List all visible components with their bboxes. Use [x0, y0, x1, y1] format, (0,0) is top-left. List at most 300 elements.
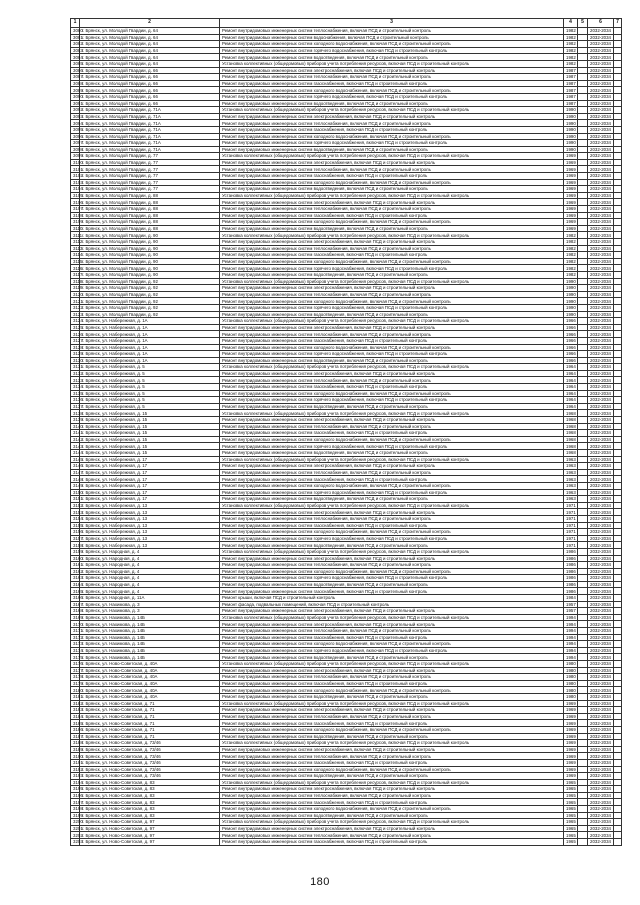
row-number-cell: 3123 [71, 311, 80, 318]
repair-period-cell: 2032-2034 [588, 746, 614, 753]
col-5-cell [578, 291, 588, 298]
address-cell: г. Брянск, ул. Набережная, д. 15 [80, 423, 220, 430]
repair-period-cell: 2032-2034 [588, 443, 614, 450]
address-cell: г. Брянск, ул. Набережная, д. 5 [80, 370, 220, 377]
work-type-cell: Установка коллективных (общедомовых) приборов учета потребления ресурсов, включая ПСД и строительный контроль [220, 232, 564, 239]
table-row [71, 403, 622, 410]
address-cell: г. Брянск, ул. Набережная, д. 17 [80, 463, 220, 470]
table-row [71, 562, 622, 569]
year-built-cell: 1990 [564, 278, 578, 285]
work-type-cell: Ремонт внутридомовых инженерных систем холодного водоснабжения, включая ПСД и строительный контроль [220, 133, 564, 140]
table-row [71, 54, 622, 61]
col-5-cell [578, 93, 588, 100]
row-number-cell: 3188 [71, 740, 80, 747]
table-row [71, 515, 622, 522]
col-7-cell [614, 206, 622, 213]
table-row [71, 647, 622, 654]
address-cell: г. Брянск, ул. Молодой Гвардии, д. 88 [80, 212, 220, 219]
address-cell: г. Брянск, ул. Набережная, д. 13 [80, 522, 220, 529]
col-7-cell [614, 126, 622, 133]
address-cell: г. Брянск, ул. Молодой Гвардии, д. 77 [80, 159, 220, 166]
work-type-cell: Ремонт внутридомовых инженерных систем холодного водоснабжения, включая ПСД и строительный контроль [220, 641, 564, 648]
address-cell: г. Брянск, ул. Молодой Гвардии, д. 64 [80, 60, 220, 67]
repair-period-cell: 2032-2034 [588, 252, 614, 259]
row-number-cell: 3172 [71, 634, 80, 641]
table-row [71, 344, 622, 351]
col-5-cell [578, 311, 588, 318]
row-number-cell: 3179 [71, 680, 80, 687]
row-number-cell: 3099 [71, 153, 80, 160]
col-5-cell [578, 74, 588, 81]
address-cell: г. Брянск, ул. Молодой Гвардии, д. 90 [80, 232, 220, 239]
repair-period-cell: 2032-2034 [588, 555, 614, 562]
col-7-cell [614, 779, 622, 786]
work-type-cell: Ремонт внутридомовых инженерных систем теплоснабжения, включая ПСД и строительный контроль [220, 166, 564, 173]
col-5-cell [578, 581, 588, 588]
work-type-cell: Ремонт внутридомовых инженерных систем теплоснабжения, включая ПСД и строительный контроль [220, 792, 564, 799]
address-cell: г. Брянск, ул. Набережная, д. 1А [80, 337, 220, 344]
table-row [71, 680, 622, 687]
col-7-cell [614, 278, 622, 285]
col-5-cell [578, 773, 588, 780]
repair-period-cell: 2032-2034 [588, 693, 614, 700]
table-header-row [71, 19, 622, 28]
row-number-cell: 3146 [71, 463, 80, 470]
work-type-cell: Ремонт внутридомовых инженерных систем электроснабжения, включая ПСД и строительный контроль [220, 825, 564, 832]
address-cell: г. Брянск, ул. Молодой Гвардии, д. 71А [80, 126, 220, 133]
table-row [71, 740, 622, 747]
year-built-cell: 1966 [564, 324, 578, 331]
col-7-cell [614, 159, 622, 166]
work-type-cell: Ремонт внутридомовых инженерных систем горячего водоснабжения, включая ПСД и строительный контроль [220, 304, 564, 311]
year-built-cell: 1987 [564, 80, 578, 87]
row-number-cell: 3114 [71, 252, 80, 259]
year-built-cell: 1969 [564, 773, 578, 780]
year-built-cell: 1994 [564, 614, 578, 621]
row-number-cell: 3084 [71, 54, 80, 61]
row-number-cell: 3152 [71, 502, 80, 509]
col-7-cell [614, 100, 622, 107]
table-row [71, 364, 622, 371]
table-row [71, 641, 622, 648]
row-number-cell: 3189 [71, 746, 80, 753]
col-7-cell [614, 54, 622, 61]
row-number-cell: 3134 [71, 384, 80, 391]
table-row [71, 568, 622, 575]
col-5-cell [578, 133, 588, 140]
row-number-cell: 3165 [71, 588, 80, 595]
table-row [71, 60, 622, 67]
col-7-cell [614, 608, 622, 615]
col-7-cell [614, 67, 622, 74]
table-row [71, 746, 622, 753]
repair-period-cell: 2032-2034 [588, 581, 614, 588]
address-cell: г. Брянск, ул. Ново-Советская, д. 71 [80, 726, 220, 733]
address-cell: г. Брянск, ул. Ново-Советская, д. 83 [80, 792, 220, 799]
address-cell: г. Брянск, ул. Ново-Советская, д. 40А [80, 693, 220, 700]
capital-repair-table [70, 18, 622, 846]
year-built-cell: 1963 [564, 496, 578, 503]
col-5-cell [578, 390, 588, 397]
work-type-cell: Ремонт внутридомовых инженерных систем горячего водоснабжения, включая ПСД и строительный контроль [220, 140, 564, 147]
address-cell: г. Брянск, ул. Набережная, д. 13 [80, 509, 220, 516]
table-row [71, 799, 622, 806]
table-row [71, 430, 622, 437]
col-7-cell [614, 568, 622, 575]
col-7-cell [614, 450, 622, 457]
work-type-cell: Установка коллективных (общедомовых) приборов учета потребления ресурсов, включая ПСД и строительный контроль [220, 364, 564, 371]
row-number-cell: 3096 [71, 133, 80, 140]
col-7-cell [614, 562, 622, 569]
col-7-cell [614, 166, 622, 173]
repair-period-cell: 2032-2034 [588, 687, 614, 694]
col-7-cell [614, 271, 622, 278]
repair-period-cell: 2032-2034 [588, 41, 614, 48]
year-built-cell: 1966 [564, 318, 578, 325]
row-number-cell: 3190 [71, 753, 80, 760]
work-type-cell: Ремонт внутридомовых инженерных систем водоотведения, включая ПСД и строительный контроль [220, 311, 564, 318]
year-built-cell: 1982 [564, 252, 578, 259]
year-built-cell: 1969 [564, 219, 578, 226]
repair-period-cell: 2032-2034 [588, 489, 614, 496]
row-number-cell: 3121 [71, 298, 80, 305]
address-cell: г. Брянск, ул. Молодой Гвардии, д. 92 [80, 311, 220, 318]
col-7-cell [614, 423, 622, 430]
col-5-cell [578, 647, 588, 654]
table-row [71, 100, 622, 107]
work-type-cell: Ремонт внутридомовых инженерных систем холодного водоснабжения, включая ПСД и строительный контроль [220, 726, 564, 733]
address-cell: г. Брянск, ул. Набережная, д. 13 [80, 535, 220, 542]
work-type-cell: Ремонт внутридомовых инженерных систем водоотведения, включая ПСД и строительный контроль [220, 733, 564, 740]
table-row [71, 555, 622, 562]
col-7-cell [614, 245, 622, 252]
address-cell: г. Брянск, ул. Набережная, д. 5 [80, 390, 220, 397]
table-row [71, 753, 622, 760]
repair-period-cell: 2032-2034 [588, 713, 614, 720]
year-built-cell: 1969 [564, 199, 578, 206]
table-row [71, 726, 622, 733]
repair-period-cell: 2032-2034 [588, 364, 614, 371]
address-cell: г. Брянск, ул. Набережная, д. 15 [80, 450, 220, 457]
col-5-cell [578, 825, 588, 832]
repair-period-cell: 2032-2034 [588, 291, 614, 298]
address-cell: г. Брянск, ул. Нахимова, д. 14Б [80, 647, 220, 654]
col-7-cell [614, 351, 622, 358]
work-type-cell: Ремонт внутридомовых инженерных систем горячего водоснабжения, включая ПСД и строительный контроль [220, 647, 564, 654]
table-row [71, 693, 622, 700]
col-7-cell [614, 720, 622, 727]
col-5-cell [578, 509, 588, 516]
year-built-cell: 1963 [564, 482, 578, 489]
work-type-cell: Ремонт внутридомовых инженерных систем электроснабжения, включая ПСД и строительный контроль [220, 608, 564, 615]
address-cell: г. Брянск, ул. Народная, д. 4 [80, 548, 220, 555]
col-5-cell [578, 476, 588, 483]
row-number-cell: 3104 [71, 186, 80, 193]
repair-period-cell: 2032-2034 [588, 423, 614, 430]
row-number-cell: 3131 [71, 364, 80, 371]
year-built-cell: 1969 [564, 766, 578, 773]
address-cell: г. Брянск, ул. Народная, д. 4 [80, 581, 220, 588]
col-7-cell [614, 344, 622, 351]
year-built-cell: 1968 [564, 410, 578, 417]
col-5-cell [578, 548, 588, 555]
year-built-cell: 1964 [564, 403, 578, 410]
year-built-cell: 1969 [564, 206, 578, 213]
repair-period-cell: 2032-2034 [588, 700, 614, 707]
col-7-cell [614, 364, 622, 371]
col-5-cell [578, 568, 588, 575]
row-number-cell: 3158 [71, 542, 80, 549]
repair-period-cell: 2032-2034 [588, 456, 614, 463]
col-5-cell [578, 674, 588, 681]
year-built-cell: 1957 [564, 601, 578, 608]
repair-period-cell: 2032-2034 [588, 832, 614, 839]
repair-period-cell: 2032-2034 [588, 403, 614, 410]
table-row [71, 311, 622, 318]
col-5-cell [578, 766, 588, 773]
col-5-cell [578, 364, 588, 371]
address-cell: г. Брянск, ул. Набережная, д. 15 [80, 443, 220, 450]
row-number-cell: 3151 [71, 496, 80, 503]
year-built-cell: 1971 [564, 509, 578, 516]
col-7-cell [614, 759, 622, 766]
col-7-cell [614, 403, 622, 410]
year-built-cell: 1966 [564, 357, 578, 364]
column-header-5: 5 [578, 19, 588, 28]
row-number-cell: 3167 [71, 601, 80, 608]
col-5-cell [578, 707, 588, 714]
row-number-cell: 3197 [71, 799, 80, 806]
address-cell: г. Брянск, ул. Молодой Гвардии, д. 90 [80, 239, 220, 246]
column-header-7: 7 [614, 19, 622, 28]
address-cell: г. Брянск, ул. Набережная, д. 15 [80, 410, 220, 417]
col-7-cell [614, 34, 622, 41]
work-type-cell: Ремонт внутридомовых инженерных систем теплоснабжения, включая ПСД и строительный контроль [220, 245, 564, 252]
year-built-cell: 1986 [564, 581, 578, 588]
year-built-cell: 1968 [564, 423, 578, 430]
work-type-cell: Ремонт внутридомовых инженерных систем газоснабжения, включая ПСД и строительный контроль [220, 720, 564, 727]
row-number-cell: 3119 [71, 285, 80, 292]
col-5-cell [578, 588, 588, 595]
repair-period-cell: 2032-2034 [588, 80, 614, 87]
year-built-cell: 1986 [564, 588, 578, 595]
table-row [71, 588, 622, 595]
table-row [71, 252, 622, 259]
year-built-cell: 1994 [564, 654, 578, 661]
repair-period-cell: 2032-2034 [588, 601, 614, 608]
col-5-cell [578, 120, 588, 127]
col-5-cell [578, 54, 588, 61]
col-5-cell [578, 634, 588, 641]
col-7-cell [614, 252, 622, 259]
year-built-cell: 1990 [564, 133, 578, 140]
col-7-cell [614, 509, 622, 516]
address-cell: г. Брянск, ул. Набережная, д. 15 [80, 436, 220, 443]
col-5-cell [578, 113, 588, 120]
repair-period-cell: 2032-2034 [588, 120, 614, 127]
table-row [71, 443, 622, 450]
table-row [71, 278, 622, 285]
col-5-cell [578, 601, 588, 608]
repair-period-cell: 2032-2034 [588, 186, 614, 193]
year-built-cell: 1965 [564, 806, 578, 813]
repair-period-cell: 2032-2034 [588, 258, 614, 265]
work-type-cell: Ремонт внутридомовых инженерных систем холодного водоснабжения, включая ПСД и строительный контроль [220, 87, 564, 94]
col-7-cell [614, 548, 622, 555]
year-built-cell: 1987 [564, 87, 578, 94]
address-cell: г. Брянск, ул. Набережная, д. 17 [80, 476, 220, 483]
repair-period-cell: 2032-2034 [588, 608, 614, 615]
row-number-cell: 3147 [71, 469, 80, 476]
col-5-cell [578, 337, 588, 344]
work-type-cell: Ремонт внутридомовых инженерных систем водоотведения, включая ПСД и строительный контроль [220, 581, 564, 588]
work-type-cell: Установка коллективных (общедомовых) приборов учета потребления ресурсов, включая ПСД и строительный контроль [220, 60, 564, 67]
col-5-cell [578, 351, 588, 358]
year-built-cell: 1966 [564, 344, 578, 351]
col-5-cell [578, 318, 588, 325]
address-cell: г. Брянск, ул. Ново-Советская, д. 83 [80, 786, 220, 793]
address-cell: г. Брянск, ул. Народная, д. 4 [80, 588, 220, 595]
col-5-cell [578, 469, 588, 476]
table-row [71, 496, 622, 503]
row-number-cell: 3108 [71, 212, 80, 219]
table-row [71, 126, 622, 133]
col-5-cell [578, 331, 588, 338]
row-number-cell: 3185 [71, 720, 80, 727]
repair-period-cell: 2032-2034 [588, 522, 614, 529]
col-5-cell [578, 146, 588, 153]
table-row [71, 41, 622, 48]
repair-period-cell: 2032-2034 [588, 825, 614, 832]
year-built-cell: 1982 [564, 54, 578, 61]
table-row [71, 199, 622, 206]
col-5-cell [578, 693, 588, 700]
col-5-cell [578, 740, 588, 747]
table-row [71, 779, 622, 786]
repair-period-cell: 2032-2034 [588, 219, 614, 226]
col-5-cell [578, 80, 588, 87]
row-number-cell: 3132 [71, 370, 80, 377]
address-cell: г. Брянск, ул. Молодой Гвардии, д. 77 [80, 153, 220, 160]
col-7-cell [614, 661, 622, 668]
table-row [71, 766, 622, 773]
col-5-cell [578, 839, 588, 846]
col-7-cell [614, 146, 622, 153]
row-number-cell: 3086 [71, 67, 80, 74]
year-built-cell: 1990 [564, 291, 578, 298]
table-row [71, 192, 622, 199]
year-built-cell: 1990 [564, 298, 578, 305]
col-5-cell [578, 357, 588, 364]
col-5-cell [578, 410, 588, 417]
work-type-cell: Ремонт внутридомовых инженерных систем теплоснабжения, включая ПСД и строительный контроль [220, 423, 564, 430]
year-built-cell: 1964 [564, 384, 578, 391]
year-built-cell: 1980 [564, 687, 578, 694]
work-type-cell: Ремонт внутридомовых инженерных систем электроснабжения, включая ПСД и строительный контроль [220, 159, 564, 166]
year-built-cell: 1969 [564, 153, 578, 160]
year-built-cell: 1971 [564, 522, 578, 529]
repair-period-cell: 2032-2034 [588, 318, 614, 325]
table-row [71, 212, 622, 219]
table-row [71, 232, 622, 239]
row-number-cell: 3082 [71, 41, 80, 48]
row-number-cell: 3083 [71, 47, 80, 54]
year-built-cell: 1966 [564, 337, 578, 344]
table-row [71, 614, 622, 621]
repair-period-cell: 2032-2034 [588, 351, 614, 358]
address-cell: г. Брянск, ул. Молодой Гвардии, д. 71А [80, 120, 220, 127]
table-row [71, 687, 622, 694]
repair-period-cell: 2032-2034 [588, 357, 614, 364]
work-type-cell: Ремонт внутридомовых инженерных систем холодного водоснабжения, включая ПСД и строительный контроль [220, 258, 564, 265]
repair-period-cell: 2032-2034 [588, 634, 614, 641]
work-type-cell: Установка коллективных (общедомовых) приборов учета потребления ресурсов, включая ПСД и строительный контроль [220, 661, 564, 668]
table-row [71, 74, 622, 81]
page-number: 180 [310, 876, 330, 888]
table-row [71, 186, 622, 193]
year-built-cell: 1969 [564, 759, 578, 766]
col-5-cell [578, 786, 588, 793]
work-type-cell: Ремонт внутридомовых инженерных систем водоснабжения, включая ПСД и строительный контроль [220, 34, 564, 41]
row-number-cell: 3178 [71, 674, 80, 681]
col-7-cell [614, 107, 622, 114]
repair-period-cell: 2032-2034 [588, 839, 614, 846]
table-row [71, 206, 622, 213]
address-cell: г. Брянск, ул. Молодой Гвардии, д. 90 [80, 271, 220, 278]
work-type-cell: Ремонт внутридомовых инженерных систем водоотведения, включая ПСД и строительный контроль [220, 54, 564, 61]
col-5-cell [578, 641, 588, 648]
col-7-cell [614, 417, 622, 424]
table-row [71, 87, 622, 94]
work-type-cell: Установка коллективных (общедомовых) приборов учета потребления ресурсов, включая ПСД и строительный контроль [220, 318, 564, 325]
row-number-cell: 3196 [71, 792, 80, 799]
address-cell: г. Брянск, ул. Молодой Гвардии, д. 77 [80, 179, 220, 186]
repair-period-cell: 2032-2034 [588, 661, 614, 668]
address-cell: г. Брянск, ул. Ново-Советская, д. 83 [80, 799, 220, 806]
col-7-cell [614, 265, 622, 272]
address-cell: г. Брянск, ул. Молодой Гвардии, д. 71А [80, 133, 220, 140]
col-7-cell [614, 60, 622, 67]
col-5-cell [578, 489, 588, 496]
repair-period-cell: 2032-2034 [588, 390, 614, 397]
work-type-cell: Установка коллективных (общедомовых) приборов учета потребления ресурсов, включая ПСД и строительный контроль [220, 614, 564, 621]
table-row [71, 140, 622, 147]
repair-period-cell: 2032-2034 [588, 74, 614, 81]
repair-period-cell: 2032-2034 [588, 87, 614, 94]
year-built-cell: 1971 [564, 502, 578, 509]
col-7-cell [614, 746, 622, 753]
col-7-cell [614, 766, 622, 773]
work-type-cell: Ремонт внутридомовых инженерных систем газоснабжения, включая ПСД и строительный контроль [220, 588, 564, 595]
repair-period-cell: 2032-2034 [588, 430, 614, 437]
col-7-cell [614, 443, 622, 450]
address-cell: г. Брянск, ул. Набережная, д. 1А [80, 344, 220, 351]
col-5-cell [578, 34, 588, 41]
col-5-cell [578, 377, 588, 384]
year-built-cell: 1969 [564, 159, 578, 166]
col-7-cell [614, 806, 622, 813]
repair-period-cell: 2032-2034 [588, 239, 614, 246]
work-type-cell: Ремонт внутридомовых инженерных систем холодного водоснабжения, включая ПСД и строительный контроль [220, 529, 564, 536]
table-row [71, 654, 622, 661]
col-7-cell [614, 700, 622, 707]
table-row [71, 337, 622, 344]
work-type-cell: Ремонт внутридомовых инженерных систем холодного водоснабжения, включая ПСД и строительный контроль [220, 390, 564, 397]
table-row [71, 331, 622, 338]
address-cell: г. Брянск, ул. Ново-Советская, д. 71 [80, 700, 220, 707]
col-5-cell [578, 529, 588, 536]
row-number-cell: 3081 [71, 34, 80, 41]
